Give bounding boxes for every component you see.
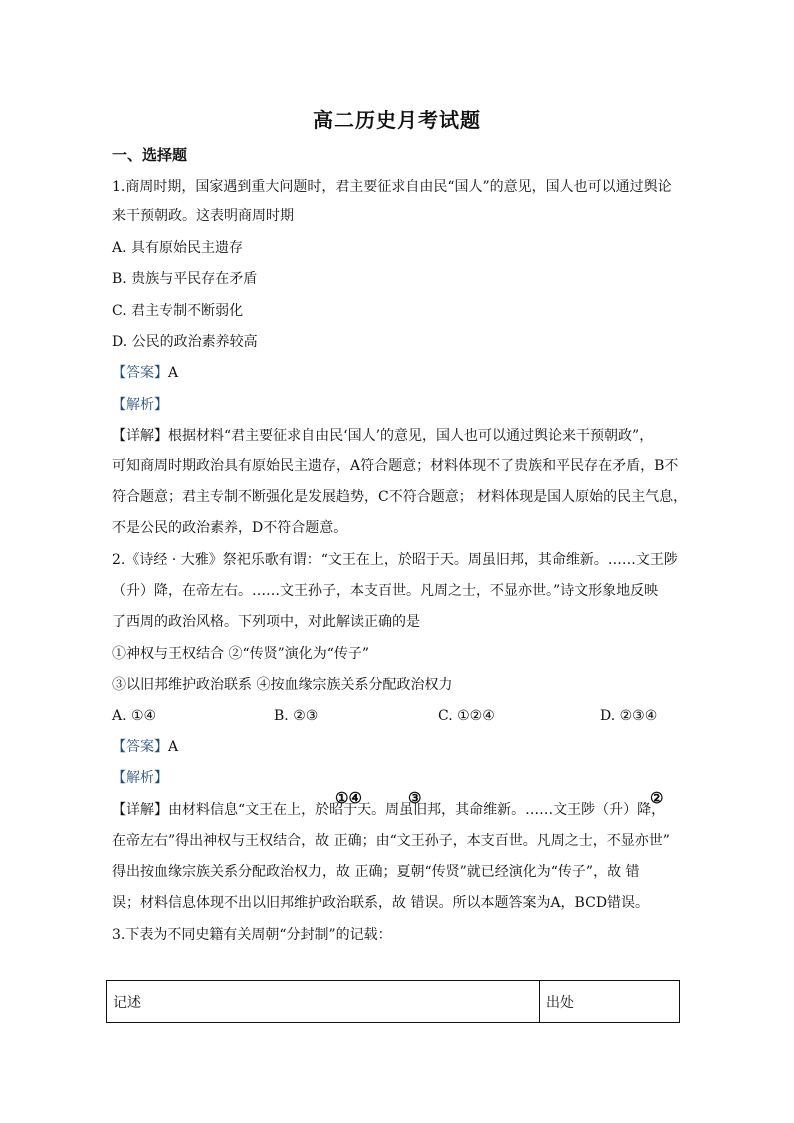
q2-floating-mark-3: ③: [408, 789, 422, 807]
page-title: 高二历史月考试题: [313, 108, 481, 132]
q2-option-a: A. ①④: [112, 708, 157, 724]
q2-answer-value: A: [168, 739, 179, 755]
q1-detail-line-4: 不是公民的政治素养，D不符合题意。: [112, 520, 348, 536]
q3-stem-line-1: 3.下表为不同史籍有关周朝“分封制”的记载：: [112, 927, 392, 943]
q1-detail-line-3: 符合题意；君主专制不断强化是发展趋势，C不符合题意； 材料体现是国人原始的民主气息，: [112, 489, 688, 505]
q1-option-d: D. 公民的政治素养较高: [112, 334, 258, 350]
q1-analysis-tag: 【解析】: [112, 397, 168, 413]
q2-option-c: C. ①②④: [438, 708, 495, 724]
q2-option-b: B. ②③: [274, 708, 319, 724]
q2-detail-line-3: 得出按血缘宗族关系分配政治权力，故 正确；夏朝“传贤”就已经演化为“传子”，故 错: [112, 864, 640, 880]
table-header-record: 记述: [107, 981, 540, 1023]
q2-analysis-tag: 【解析】: [112, 770, 168, 786]
q2-floating-mark-2: ②: [650, 789, 664, 807]
q2-stem-line-1: 2.《诗经 · 大雅》祭祀乐歌有谓：“文王在上，於昭于天。周虽旧邦，其命维新。……文王陟: [112, 552, 678, 568]
q2-stem-line-2: （升）降，在帝左右。……文王孙子，本支百世。凡周之士，不显亦世。”诗文形象地反映: [112, 583, 659, 599]
q2-detail-line-2: 在帝左右”得出神权与王权结合，故 正确；由“文王孙子，本支百世。凡周之士，不显亦世”: [112, 833, 670, 849]
q2-answer-tag: 【答案】: [112, 739, 168, 755]
q1-option-a: A. 具有原始民主遗存: [112, 240, 244, 256]
q1-option-c: C. 君主专制不断弱化: [112, 303, 244, 319]
q2-detail-line-4: 误；材料信息体现不出以旧邦维护政治联系，故 错误。所以本题答案为A，BCD错误。: [112, 895, 650, 911]
section-heading: 一、选择题: [112, 146, 188, 164]
q2-items-line-2: ③以旧邦维护政治联系 ④按血缘宗族关系分配政治权力: [112, 677, 453, 693]
q1-answer: [112, 363, 178, 383]
q2-items-line-1: ①神权与王权结合 ②“传贤”演化为“传子”: [112, 646, 370, 662]
q1-option-b: B. 贵族与平民存在矛盾: [112, 271, 258, 287]
q2-detail-line-1: 【详解】由材料信息“文王在上，於昭于天。周虽旧邦，其命维新。……文王陟（升）降，: [112, 802, 666, 818]
q1-stem-line-1: 1.商周时期，国家遇到重大问题时，君主要征求自由民“国人”的意见，国人也可以通过舆论: [112, 179, 672, 195]
table-header-source: 出处: [540, 981, 680, 1023]
q2-floating-mark-1-4: ①④: [335, 789, 362, 807]
q3-record-table: [106, 980, 680, 1023]
table-row: [107, 981, 680, 1023]
q2-stem-line-3: 了西周的政治风格。下列项中，对此解读正确的是: [112, 614, 420, 630]
q2-answer: [112, 737, 178, 757]
q1-stem-line-2: 来干预朝政。这表明商周时期: [112, 208, 294, 224]
q1-detail-line-2: 可知商周时期政治具有原始民主遗存，A符合题意；材料体现不了贵族和平民存在矛盾，B不: [112, 458, 679, 474]
q1-answer-value: A: [168, 365, 179, 381]
q1-answer-tag: 【答案】: [112, 365, 168, 381]
q1-detail-line-1: 【详解】根据材料“君主要征求自由民‘国人’的意见，国人也可以通过舆论来干预朝政”，: [112, 428, 654, 444]
q2-option-d: D. ②③④: [600, 708, 658, 724]
